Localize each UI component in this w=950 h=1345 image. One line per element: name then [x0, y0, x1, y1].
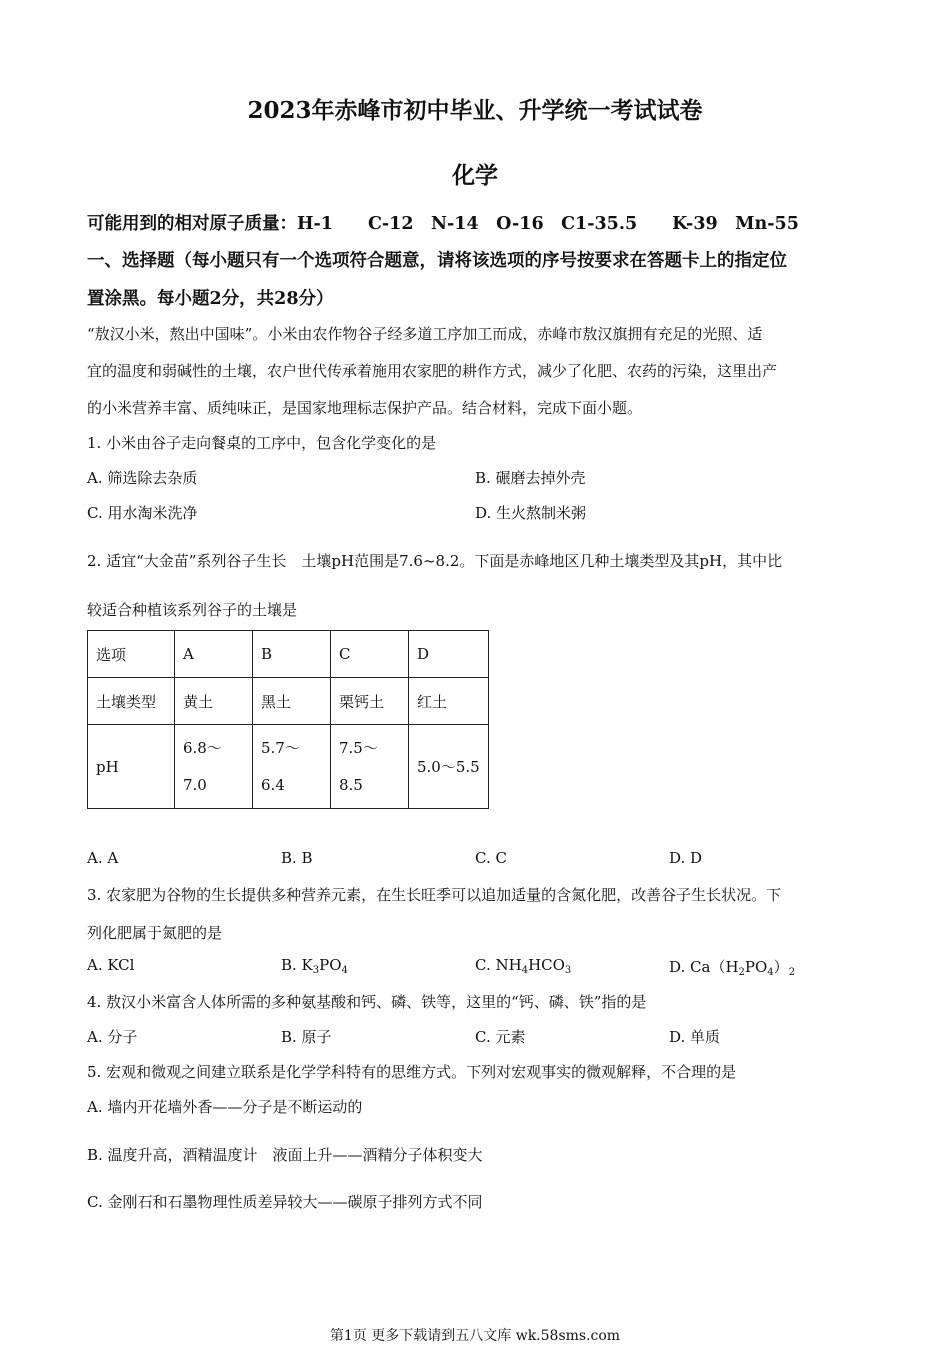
q2-option-d: D. D	[669, 849, 703, 867]
q5-option-b: B. 温度升高，酒精温度计 液面上升——酒精分子体积变大	[87, 1146, 483, 1164]
table-cell: 栗钙土	[331, 678, 409, 725]
q1-option-c: C. 用水淘米洗净	[87, 504, 198, 522]
table-cell: 黄土	[175, 678, 253, 725]
table-row	[88, 678, 489, 725]
q4-option-a: A. 分子	[87, 1028, 138, 1046]
table-cell: D	[409, 631, 489, 678]
table-cell	[331, 725, 409, 809]
table-cell: pH	[88, 725, 175, 809]
table-cell	[253, 725, 331, 809]
table-row	[88, 725, 489, 809]
ph-value-line: 5.7～	[261, 738, 300, 757]
ph-value-line: 8.5	[339, 775, 363, 794]
passage-line: 宜的温度和弱碱性的土壤，农户世代传承着施用农家肥的耕作方式，减少了化肥、农药的污染，这里出产	[87, 362, 778, 380]
q4-stem: 4. 敖汉小米富含人体所需的多种氨基酸和钙、磷、铁等，这里的“钙、磷、铁”指的是	[87, 993, 647, 1011]
q3-option-b: B. $K_3PO_4$	[281, 956, 348, 976]
table-cell: 黑土	[253, 678, 331, 725]
q2-option-b: B. B	[281, 849, 313, 867]
table-cell	[175, 725, 253, 809]
q1-stem: 1. 小米由谷子走向餐桌的工序中，包含化学变化的是	[87, 434, 437, 452]
q2-stem-line2: 较适合种植该系列谷子的土壤是	[87, 601, 298, 619]
passage-line: “敖汉小米，熬出中国味”。小米由农作物谷子经多道工序加工而成，赤峰市敖汉旗拥有充足的光照、适	[87, 325, 763, 343]
section1-heading-line1: 一、选择题（每小题只有一个选项符合题意，请将该选项的序号按要求在答题卡上的指定位	[87, 251, 787, 271]
q5-option-a: A. 墙内开花墙外香——分子是不断运动的	[87, 1098, 363, 1116]
table-cell: 土壤类型	[88, 678, 175, 725]
table-cell: 选项	[88, 631, 175, 678]
ph-value-line: 6.8～	[183, 738, 222, 757]
atomic-masses: 可能用到的相对原子质量：H-1 C-12 N-14 O-16 C1-35.5 K-39 Mn-55	[87, 214, 799, 234]
exam-title: 2023年赤峰市初中毕业、升学统一考试试卷	[247, 97, 703, 124]
q2-option-a: A. A	[87, 849, 119, 867]
soil-ph-table	[87, 630, 489, 809]
table-cell	[409, 725, 489, 809]
q2-stem-line1: 2. 适宜“大金苗”系列谷子生长 土壤pH范围是7.6~8.2。下面是赤峰地区几种土壤类型及其pH，其中比	[87, 552, 783, 570]
table-cell: A	[175, 631, 253, 678]
q3-option-c: C. $NH_4HCO_3$	[475, 956, 572, 976]
q1-option-d: D. 生火熬制米粥	[475, 504, 587, 522]
q4-option-d: D. 单质	[669, 1028, 721, 1046]
q3-option-a: A. KCl	[87, 956, 135, 974]
q5-stem: 5. 宏观和微观之间建立联系是化学学科特有的思维方式。下列对宏观事实的微观解释，不合理的是	[87, 1063, 737, 1081]
table-row	[88, 631, 489, 678]
q1-option-b: B. 碾磨去掉外壳	[475, 469, 586, 487]
q3-option-d: D. $Ca(H_2PO_4)_2$	[669, 958, 796, 978]
q2-option-c: C. C	[475, 849, 507, 867]
q4-option-b: B. 原子	[281, 1028, 332, 1046]
ph-value-line: 6.4	[261, 775, 285, 794]
section1-heading-line2: 置涂黑。每小题2分，共28分）	[87, 289, 334, 309]
ph-value-line: 7.5～	[339, 738, 378, 757]
q3-stem-line1: 3. 农家肥为谷物的生长提供多种营养元素，在生长旺季可以追加适量的含氮化肥，改善谷子生长状况。下	[87, 886, 782, 904]
q4-option-c: C. 元素	[475, 1028, 526, 1046]
table-cell: 红土	[409, 678, 489, 725]
q3-stem-line2: 列化肥属于氮肥的是	[87, 924, 223, 942]
table-cell: C	[331, 631, 409, 678]
subject-title: 化学	[452, 162, 498, 189]
ph-value-line: 7.0	[183, 775, 207, 794]
ph-value-line: 5.0～5.5	[417, 758, 480, 776]
q5-option-c: C. 金刚石和石墨物理性质差异较大——碳原子排列方式不同	[87, 1193, 483, 1211]
passage-line: 的小米营养丰富、质纯味正，是国家地理标志保护产品。结合材料，完成下面小题。	[87, 399, 643, 417]
table-cell: B	[253, 631, 331, 678]
q1-option-a: A. 筛选除去杂质	[87, 469, 198, 487]
page-footer: 第1页 更多下载请到五八文库 wk.58sms.com	[329, 1328, 621, 1344]
